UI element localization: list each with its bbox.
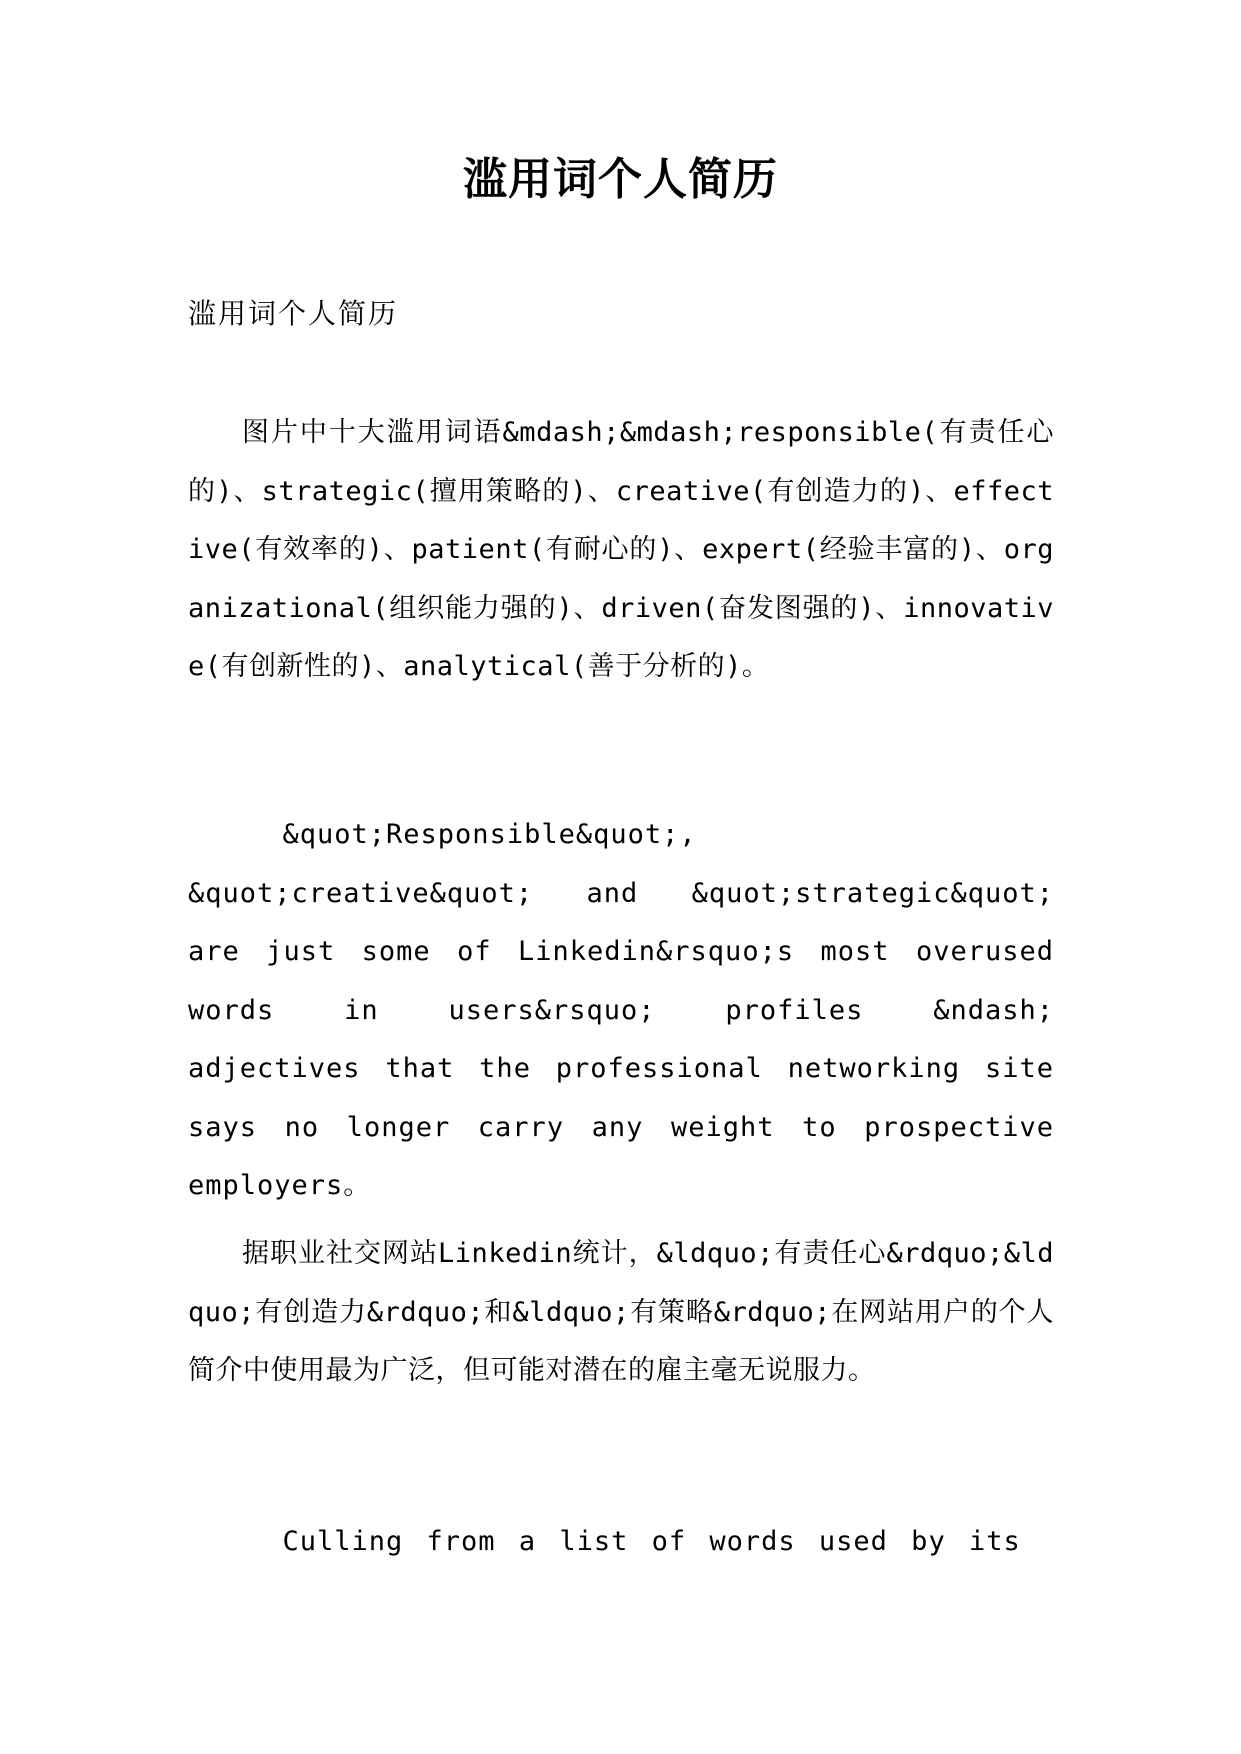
paragraph-overused-words-zh: 图片中十大滥用词语&mdash;&mdash;responsible(有责任心的)、strategic(擅用策略的)、creative(有创造力的)、effective(有效率的)、patient(有耐心的)、expert(经验丰富的)、organizational(组织能力强的)、driven(奋发图强的)、innovative(有创新性的)、analytical(善于分析的)。 — [188, 417, 1054, 682]
paragraph-overused-words-en: &quot;Responsible&quot;, &quot;creative&quot; and &quot;strategic&quot; are just some of Linkedin&rsquo;s most overused words in users&rsquo; profiles &ndash; adjectives that the professional networking site says no longer carry any weight to prospective employers。 — [188, 819, 1054, 1201]
document-title: 滥用词个人简历 — [463, 154, 778, 205]
document-subtitle: 滥用词个人简历 — [188, 297, 399, 330]
paragraph-linkedin-statistics-zh: 据职业社交网站Linkedin统计，&ldquo;有责任心&rdquo;&ldquo;有创造力&rdquo;和&ldquo;有策略&rdquo;在网站用户的个人简介中使用最为广泛，但可能对潜在的雇主毫无说服力。 — [188, 1238, 1054, 1386]
paragraph-culling-en: Culling from a list of words used by its — [282, 1526, 1021, 1557]
